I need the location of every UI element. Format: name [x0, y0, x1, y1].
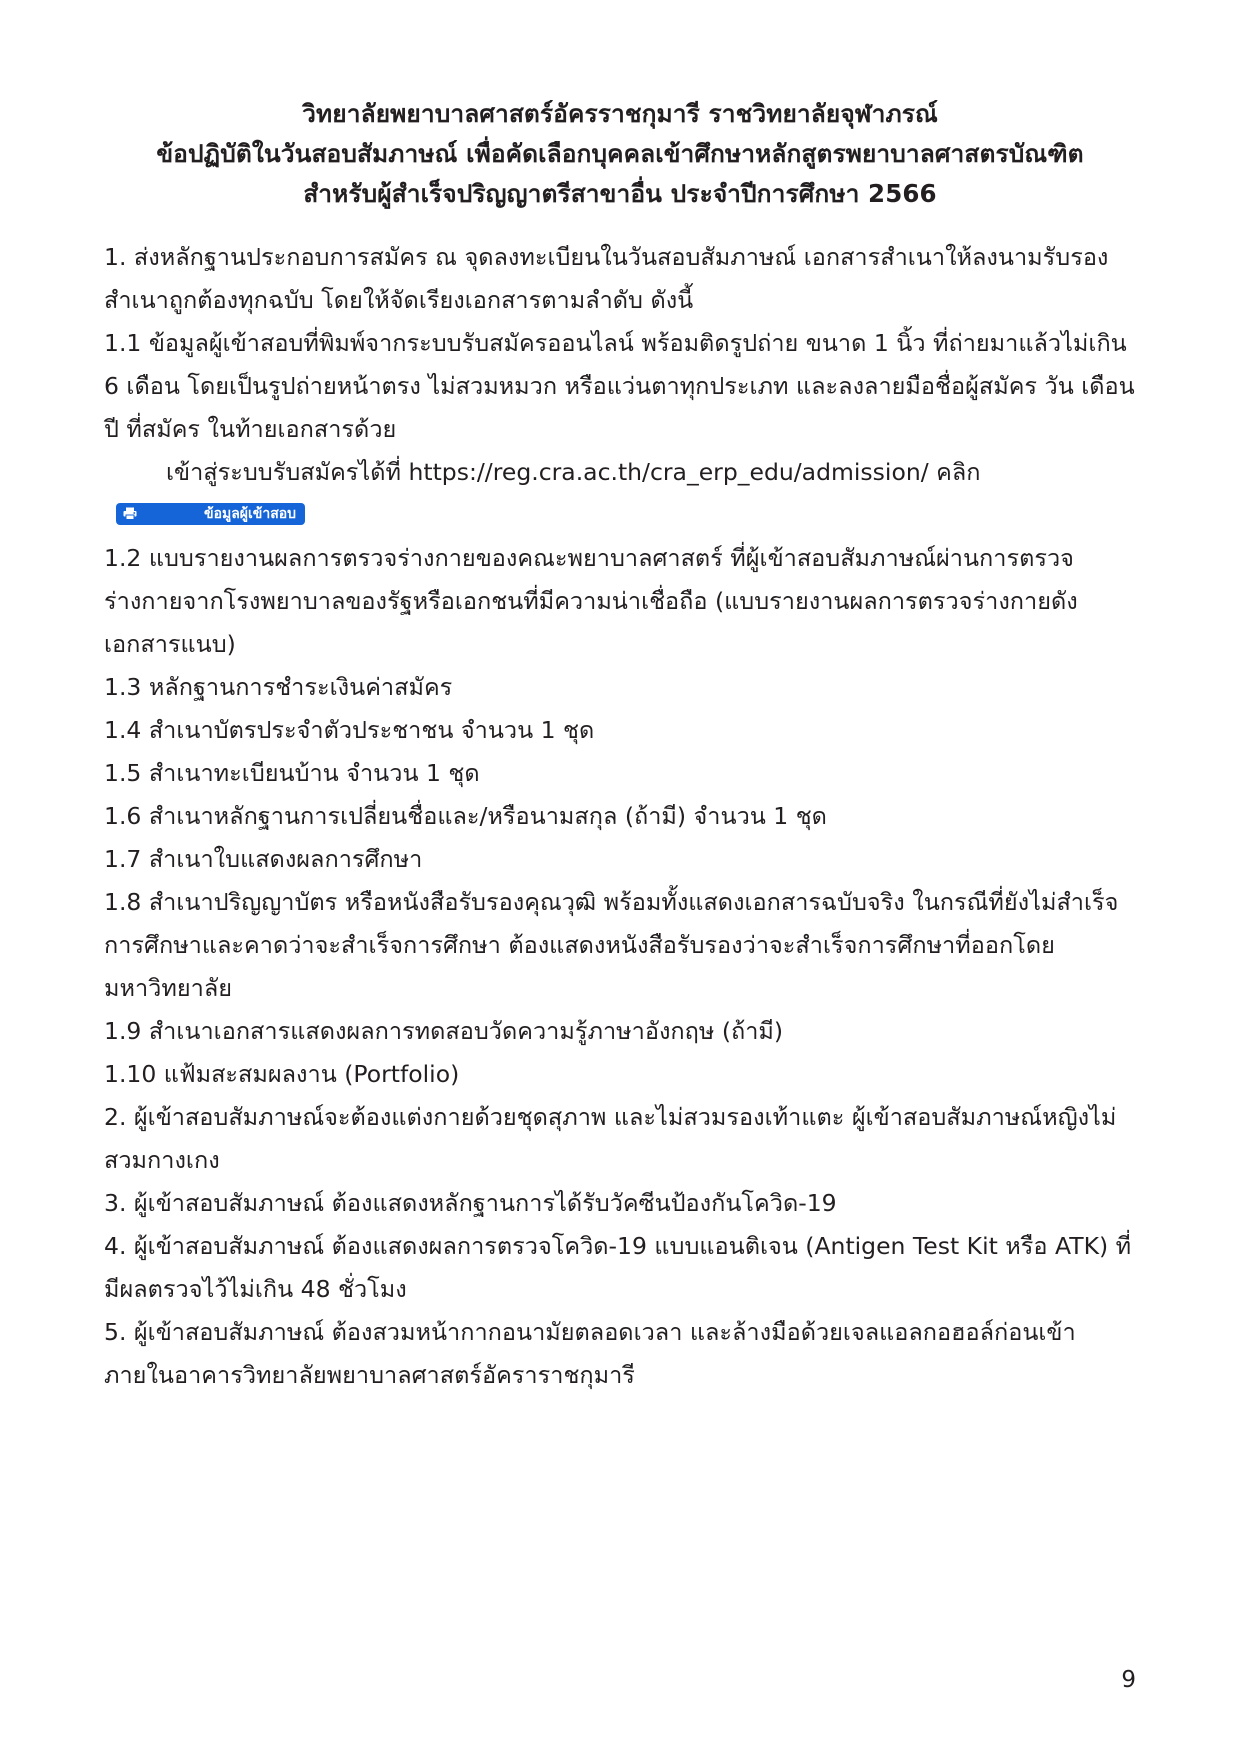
paragraph-item-1-10: 1.10 แฟ้มสะสมผลงาน (Portfolio) [104, 1060, 460, 1088]
exam-info-button-label: ข้อมูลผู้เข้าสอบ [204, 505, 297, 522]
paragraph-item-1-7: 1.7 สำเนาใบแสดงผลการศึกษา [104, 845, 423, 873]
paragraph-item-1-3: 1.3 หลักฐานการชำระเงินค่าสมัคร [104, 673, 453, 701]
paragraph-item-4: 4. ผู้เข้าสอบสัมภาษณ์ ต้องแสดงผลการตรวจโควิด-19 แบบแอนติเจน (Antigen Test Kit หรือ ATK) ที่มีผลตรวจไว้ไม่เกิน 48 ชั่วโมง [104, 1232, 1132, 1303]
paragraph-item-5: 5. ผู้เข้าสอบสัมภาษณ์ ต้องสวมหน้ากากอนามัยตลอดเวลา และล้างมือด้วยเจลแอลกอฮอล์ก่อนเข้าภายในอาคารวิทยาลัยพยาบาลศาสตร์อัคราราชกุมารี [104, 1318, 1076, 1389]
paragraph-item-1: 1. ส่งหลักฐานประกอบการสมัคร ณ จุดลงทะเบียนในวันสอบสัมภาษณ์ เอกสารสำเนาให้ลงนามรับรองสำเนาถูกต้องทุกฉบับ โดยให้จัดเรียงเอกสารตามลำดับ ดังนี้ [104, 243, 1109, 314]
exam-info-button[interactable] [116, 503, 305, 525]
title-line-3: สำหรับผู้สำเร็จปริญญาตรีสาขาอื่น ประจำปีการศึกษา 2566 [303, 179, 937, 208]
paragraph-item-3: 3. ผู้เข้าสอบสัมภาษณ์ ต้องแสดงหลักฐานการได้รับวัคซีนป้องกันโควิด-19 [104, 1189, 837, 1217]
registration-link-line [104, 451, 1136, 537]
title-line-1: วิทยาลัยพยาบาลศาสตร์อัครราชกุมารี ราชวิทยาลัยจุฬาภรณ์ [302, 99, 938, 128]
registration-url[interactable]: https://reg.cra.ac.th/cra_erp_edu/admission/ [408, 458, 929, 486]
printer-icon [123, 507, 137, 520]
link-suffix-text: คลิก [928, 458, 981, 486]
paragraph-item-1-9: 1.9 สำเนาเอกสารแสดงผลการทดสอบวัดความรู้ภาษาอังกฤษ (ถ้ามี) [104, 1017, 784, 1045]
paragraph-item-1-2: 1.2 แบบรายงานผลการตรวจร่างกายของคณะพยาบาลศาสตร์ ที่ผู้เข้าสอบสัมภาษณ์ผ่านการตรวจร่างกายจากโรงพยาบาลของรัฐหรือเอกชนที่มีความน่าเชื่อถือ (แบบรายงานผลการตรวจร่างกายดังเอกสารแนบ) [104, 544, 1078, 658]
title-line-2: ข้อปฏิบัติในวันสอบสัมภาษณ์ เพื่อคัดเลือกบุคคลเข้าศึกษาหลักสูตรพยาบาลศาสตรบัณฑิต [156, 139, 1084, 168]
document-body [104, 236, 1136, 1397]
page-number: 9 [1121, 1667, 1136, 1693]
paragraph-item-1-5: 1.5 สำเนาทะเบียนบ้าน จำนวน 1 ชุด [104, 759, 480, 787]
paragraph-item-1-1: 1.1 ข้อมูลผู้เข้าสอบที่พิมพ์จากระบบรับสมัครออนไลน์ พร้อมติดรูปถ่าย ขนาด 1 นิ้ว ที่ถ่ายมาแล้วไม่เกิน 6 เดือน โดยเป็นรูปถ่ายหน้าตรง ไม่สวมหมวก หรือแว่นตาทุกประเภท และลงลายมือชื่อผู้สมัคร วัน เดือน ปี ที่สมัคร ในท้ายเอกสารด้วย [104, 329, 1135, 443]
paragraph-item-1-6: 1.6 สำเนาหลักฐานการเปลี่ยนชื่อและ/หรือนามสกุล (ถ้ามี) จำนวน 1 ชุด [104, 802, 827, 830]
paragraph-item-1-8: 1.8 สำเนาปริญญาบัตร หรือหนังสือรับรองคุณวุฒิ พร้อมทั้งแสดงเอกสารฉบับจริง ในกรณีที่ยังไม่สำเร็จการศึกษาและคาดว่าจะสำเร็จการศึกษา ต้องแสดงหนังสือรับรองว่าจะสำเร็จการศึกษาที่ออกโดยมหาวิทยาลัย [104, 888, 1119, 1002]
link-prefix-text: เข้าสู่ระบบรับสมัครได้ที่ [166, 458, 409, 486]
document-title [104, 94, 1136, 214]
paragraph-item-2: 2. ผู้เข้าสอบสัมภาษณ์จะต้องแต่งกายด้วยชุดสุภาพ และไม่สวมรองเท้าแตะ ผู้เข้าสอบสัมภาษณ์หญิงไม่สวมกางเกง [104, 1103, 1117, 1174]
paragraph-item-1-4: 1.4 สำเนาบัตรประจำตัวประชาชน จำนวน 1 ชุด [104, 716, 595, 744]
